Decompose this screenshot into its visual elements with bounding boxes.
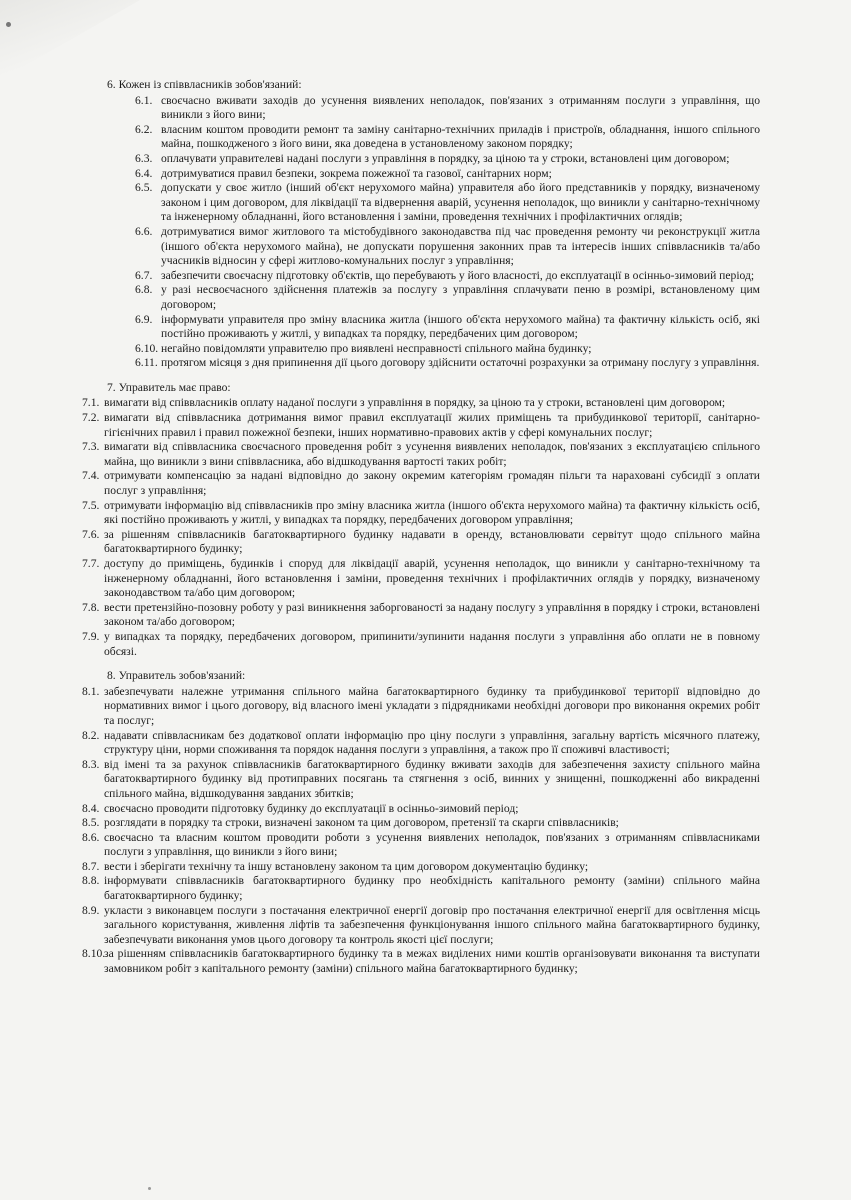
- item-text: вимагати від співвласника дотримання вимог правил експлуатації жилих приміщень та прибудинкової території, санітарно-гігієнічних правил і правил пожежної безпеки, інших нормативно-правових актів у сфері комунальних послуг;: [104, 411, 760, 439]
- list-item: [82, 499, 760, 528]
- item-number: 8.5.: [82, 816, 100, 830]
- item-text: вимагати від співвласників оплату наданої послуги з управління в порядку, за ціною та у строки, встановлені цим договором;: [104, 396, 726, 410]
- list-item: [135, 167, 760, 182]
- list-item: [82, 860, 760, 875]
- item-number: 8.8.: [82, 874, 100, 888]
- item-number: 6.4.: [135, 166, 153, 180]
- item-number: 8.4.: [82, 801, 100, 815]
- item-text: інформувати співвласників багатоквартирного будинку про необхідність капітального ремонту (заміни) спільного майна багатоквартирного будинку;: [104, 874, 760, 903]
- item-number: 6.2.: [135, 122, 153, 136]
- item-number: 7.9.: [82, 629, 100, 643]
- speck-mark: [148, 1187, 151, 1190]
- section-8: [80, 669, 760, 976]
- item-number: 7.6.: [82, 527, 100, 541]
- item-text: дотримуватися вимог житлового та містобудівного законодавства під час проведення ремонту чи реконструкції житла (іншого об'єкта нерухомого майна), не допускати порушення законних прав та інтересів інших співвласників та/або учасників відносин у сфері житлово-комунальних послуг з управління;: [161, 224, 760, 268]
- item-number: 6.9.: [135, 312, 153, 326]
- item-number: 8.7.: [82, 859, 100, 873]
- item-text: забезпечити своєчасну підготовку об'єктів, що перебувають у його власності, до експлуатації в осінньо-зимовий період;: [161, 268, 755, 282]
- item-text: допускати у своє житло (інший об'єкт нерухомого майна) управителя або його представників у порядку, визначеному законом і цим договором, для ліквідації та відвернення аварій, усунення неполадок, що виникли у санітарно-технічному та інженерному обладнанні, його встановлення і заміни, проведення технічних і профілактичних оглядів;: [161, 181, 760, 224]
- list-item: [82, 557, 760, 601]
- item-text: отримувати інформацію від співвласників про зміну власника житла (іншого об'єкта нерухомого майна) та фактичну кількість осіб, які постійно проживають у житлі, у випадках та порядку, передбачених договором управління;: [104, 498, 760, 527]
- list-item: [82, 396, 760, 411]
- item-number: 7.4.: [82, 469, 100, 483]
- item-text: протягом місяця з дня припинення дії цього договору здійснити остаточні розрахунки за отриману послугу з управління.: [161, 356, 760, 370]
- list-item: [135, 123, 760, 152]
- list-item: [82, 874, 760, 903]
- item-text: своєчасно вживати заходів до усунення виявлених неполадок, пов'язаних з отриманням послуги з управління, що виникли з його вини;: [161, 93, 760, 122]
- item-text: за рішенням співвласників багатоквартирного будинку та в межах виділених ними коштів організовувати виконання та виступати замовником робіт з капітального ремонту (заміни) спільного майна багатоквартирного будинку;: [104, 947, 760, 976]
- list-item: [82, 469, 760, 498]
- list-item: [82, 947, 760, 976]
- list-item: [82, 816, 760, 831]
- list-item: [82, 729, 760, 758]
- item-text: надавати співвласникам без додаткової оплати інформацію про ціну послуги з управління, загальну вартість місячного платежу, структуру ціни, норми споживання та порядок надання послуги з управління, а також про її споживчі властивості;: [104, 728, 760, 757]
- item-text: розглядати в порядку та строки, визначені законом та цим договором, претензії та скарги співвласників;: [104, 816, 619, 830]
- item-text: інформувати управителя про зміну власника житла (іншого об'єкта нерухомого майна) та фактичну кількість осіб, які постійно проживають у житлі, у випадках та порядку, передбачених цим договором;: [161, 312, 760, 341]
- item-number: 6.10.: [135, 341, 159, 355]
- item-text: отримувати компенсацію за надані відповідно до закону окремим категоріям громадян пільги та нараховані субсидії з оплати послуг з управління;: [104, 469, 760, 498]
- item-number: 6.11.: [135, 356, 158, 370]
- item-number: 8.1.: [82, 684, 100, 698]
- item-text: за рішенням співвласників багатоквартирного будинку надавати в оренду, встановлювати сервітут щодо спільного майна багатоквартирного будинку;: [104, 527, 760, 556]
- section-heading: 7. Управитель має право:: [107, 380, 231, 394]
- item-number: 6.8.: [135, 283, 153, 297]
- list-item: [82, 528, 760, 557]
- list-item: [135, 269, 760, 284]
- section-7: [80, 381, 760, 659]
- item-number: 6.7.: [135, 268, 153, 282]
- section-heading: 6. Кожен із співвласників зобов'язаний:: [107, 78, 302, 91]
- page-fold-shadow: [0, 0, 140, 80]
- list-item: [135, 225, 760, 269]
- item-text: оплачувати управителеві надані послуги з управління в порядку, за ціною та у строки, встановлені цим договором;: [161, 151, 730, 165]
- list-item: [135, 313, 760, 342]
- list-item: [82, 904, 760, 948]
- item-text: вести і зберігати технічну та іншу встановлену законом та цим договором документацію будинку;: [104, 859, 589, 873]
- item-text: вести претензійно-позовну роботу у разі виникнення заборгованості за надану послугу з управління в порядку і строки, встановлені законом та/або договором;: [104, 600, 760, 629]
- section-6: [80, 78, 760, 371]
- list-item: [82, 685, 760, 729]
- list-item: [135, 356, 760, 371]
- item-text: своєчасно та власним коштом проводити роботи з усунення виявлених неполадок, пов'язаних з отриманням співвласниками послуги з управління, що виникли з його вини;: [104, 830, 760, 859]
- item-number: 6.5.: [135, 181, 153, 195]
- item-number: 6.3.: [135, 151, 153, 165]
- item-number: 7.2.: [82, 411, 100, 425]
- item-number: 8.9.: [82, 903, 100, 917]
- item-text: власним коштом проводити ремонт та заміну санітарно-технічних приладів і пристроїв, обладнання, іншого спільного майна, пошкодженого з його вини, яка доведена в установленому законом порядку;: [161, 122, 760, 151]
- list-item: [135, 94, 760, 123]
- list-item: [135, 283, 760, 312]
- document-body: [80, 78, 760, 977]
- list-item: [82, 440, 760, 469]
- item-text: забезпечувати належне утримання спільного майна багатоквартирного будинку та прибудинкової території відповідно до нормативних вимог і цього договору, від власного імені укладати з підрядниками необхідні договори про виконання окремих робіт та послуг;: [104, 684, 760, 727]
- item-number: 8.6.: [82, 830, 100, 844]
- list-item: [82, 831, 760, 860]
- item-text: у випадках та порядку, передбачених договором, припинити/зупинити надання послуги з управління або оплати не в повному обсязі.: [104, 629, 760, 658]
- item-text: дотримуватися правил безпеки, зокрема пожежної та газової, санітарних норм;: [161, 166, 552, 180]
- item-text: негайно повідомляти управителю про виявлені несправності спільного майна будинку;: [161, 341, 592, 355]
- item-number: 6.1.: [135, 93, 153, 107]
- item-number: 8.3.: [82, 757, 100, 771]
- item-text: своєчасно проводити підготовку будинку до експлуатації в осінньо-зимовий період;: [104, 801, 519, 815]
- item-number: 8.10.: [82, 947, 106, 961]
- item-number: 7.8.: [82, 600, 100, 614]
- item-number: 7.1.: [82, 396, 100, 410]
- section-heading: 8. Управитель зобов'язаний:: [107, 669, 246, 683]
- list-item: [82, 802, 760, 817]
- punch-mark: [6, 22, 11, 27]
- item-number: 6.6.: [135, 224, 153, 238]
- item-number: 7.5.: [82, 498, 100, 512]
- item-text: у разі несвоєчасного здійснення платежів за послугу з управління сплачувати пеню в розмірі, встановленому цим договором;: [161, 283, 760, 311]
- item-text: укласти з виконавцем послуги з постачання електричної енергії договір про постачання електричної енергії для освітлення місць загального користування, живлення ліфтів та забезпечення функціонування іншого спільного майна багатоквартирного будинку, забезпечувати виконання умов цього договору та контроль якості цієї послуги;: [104, 903, 760, 946]
- item-text: доступу до приміщень, будинків і споруд для ліквідації аварій, усунення неполадок, що виникли у санітарно-технічному та інженерному обладнанні, його встановлення і заміни, проведення технічних і профілактичних оглядів у порядку, визначеному законодавством та/або цим договором;: [104, 557, 760, 600]
- item-text: вимагати від співвласника своєчасного проведення робіт з усунення виявлених неполадок, пов'язаних з експлуатацією спільного майна, що виникли з вини співвласника, або відшкодування вартості таких робіт;: [104, 440, 760, 468]
- list-item: [135, 152, 760, 167]
- list-item: [82, 758, 760, 802]
- item-number: 7.3.: [82, 440, 100, 454]
- list-item: [82, 630, 760, 659]
- list-item: [135, 181, 760, 225]
- item-number: 7.7.: [82, 557, 100, 570]
- list-item: [82, 601, 760, 630]
- list-item: [135, 342, 760, 357]
- item-number: 8.2.: [82, 728, 100, 742]
- item-text: від імені та за рахунок співвласників багатоквартирного будинку вживати заходів для забезпечення захисту спільного майна багатоквартирного будинку від протиправних посягань та стягнення з осіб, винних у знищенні, пошкодженні або викраденні спільного майна, відшкодування завданих збитків;: [104, 757, 760, 800]
- list-item: [82, 411, 760, 440]
